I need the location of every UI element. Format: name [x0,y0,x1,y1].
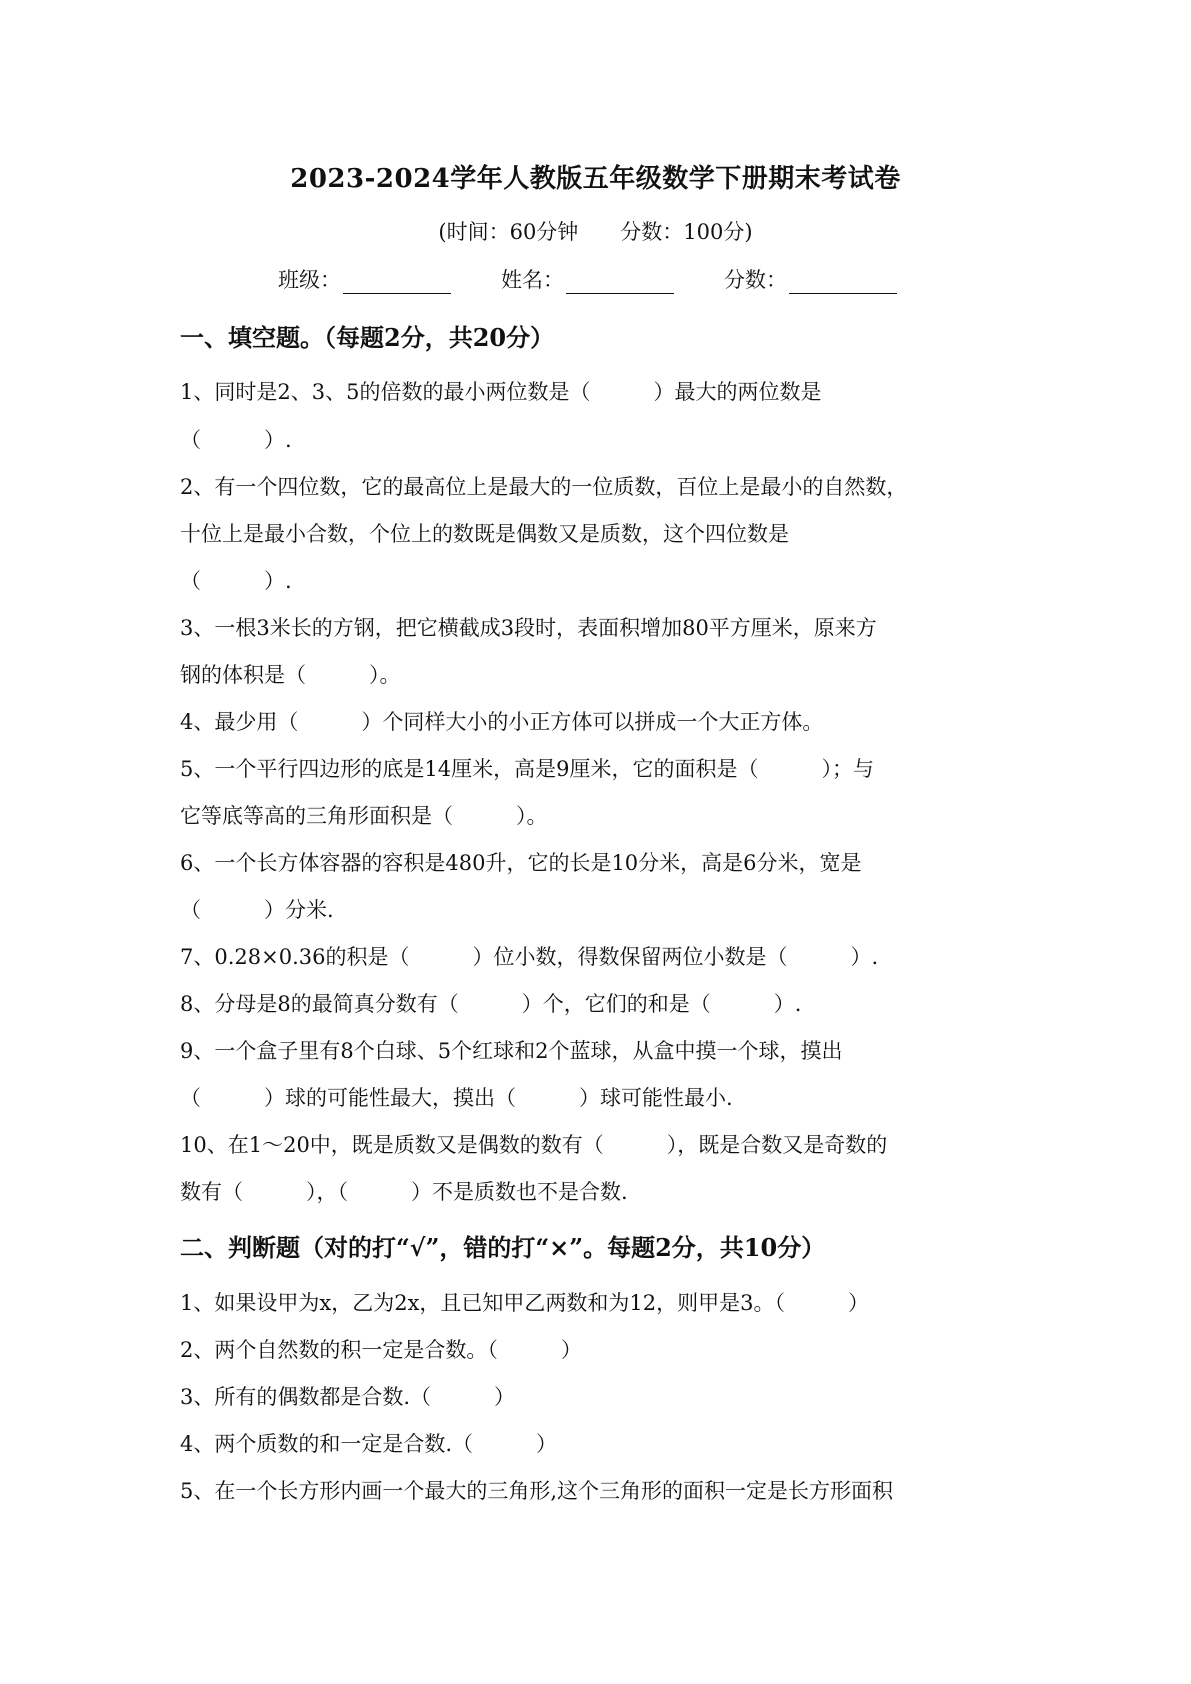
exam-title: 2023-2024学年人教版五年级数学下册期末考试卷 [290,164,901,194]
question-line: 2、有一个四位数，它的最高位上是最大的一位质数，百位上是最小的自然数， [180,475,908,499]
question-line: （ ）分米. [180,898,334,922]
name-label: 姓名： [501,268,564,292]
class-field [278,264,451,294]
score-blank [789,271,897,294]
question-line: 十位上是最小合数，个位上的数既是偶数又是质数，这个四位数是 [180,522,789,546]
question-line: 9、一个盒子里有8个白球、5个红球和2个蓝球，从盒中摸一个球，摸出 [180,1039,843,1063]
section-true-false-heading: 二、判断题（对的打“√”，错的打“×”。每题2分，共10分） [180,1233,826,1262]
question-line: 钢的体积是（ ）。 [180,663,401,687]
question-line: 4、两个质数的和一定是合数.（ ） [180,1432,558,1456]
score-label: 分数： [724,268,787,292]
question-line: 5、一个平行四边形的底是14厘米，高是9厘米，它的面积是（ ）；与 [180,757,874,781]
question-line: 2、两个自然数的积一定是合数。（ ） [180,1338,582,1362]
question-line: 8、分母是8的最简真分数有（ ）个，它们的和是（ ）. [180,992,802,1016]
question-line: 6、一个长方体容器的容积是480升，它的长是10分米，高是6分米，宽是 [180,851,862,875]
question-line: 4、最少用（ ）个同样大小的小正方体可以拼成一个大正方体。 [180,710,824,734]
class-blank [343,271,451,294]
question-line: （ ）. [180,569,292,593]
question-line: （ ）球的可能性最大，摸出（ ）球可能性最小. [180,1086,733,1110]
question-line: 它等底等高的三角形面积是（ ）。 [180,804,548,828]
question-line: 3、一根3米长的方钢，把它横截成3段时，表面积增加80平方厘米，原来方 [180,616,877,640]
exam-subtitle: (时间：60分钟 分数：100分) [438,220,753,244]
question-line: 1、同时是2、3、5的倍数的最小两位数是（ ）最大的两位数是 [180,380,822,404]
student-info-row [278,264,897,294]
question-line: 5、在一个长方形内画一个最大的三角形,这个三角形的面积一定是长方形面积 [180,1479,894,1503]
name-blank [566,271,674,294]
question-line: 1、如果设甲为x，乙为2x，且已知甲乙两数和为12，则甲是3。（ ） [180,1291,869,1315]
question-line: （ ）. [180,428,292,452]
name-field [501,264,674,294]
question-line: 数有（ ），（ ）不是质数也不是合数. [180,1180,628,1204]
class-label: 班级： [278,268,341,292]
question-line: 10、在1～20中，既是质数又是偶数的数有（ ），既是合数又是奇数的 [180,1133,888,1157]
score-field [724,264,897,294]
question-line: 3、所有的偶数都是合数.（ ） [180,1385,516,1409]
question-line: 7、0.28×0.36的积是（ ）位小数，得数保留两位小数是（ ）. [180,945,879,969]
section-fill-blank-heading: 一、填空题。（每题2分，共20分） [180,323,555,352]
